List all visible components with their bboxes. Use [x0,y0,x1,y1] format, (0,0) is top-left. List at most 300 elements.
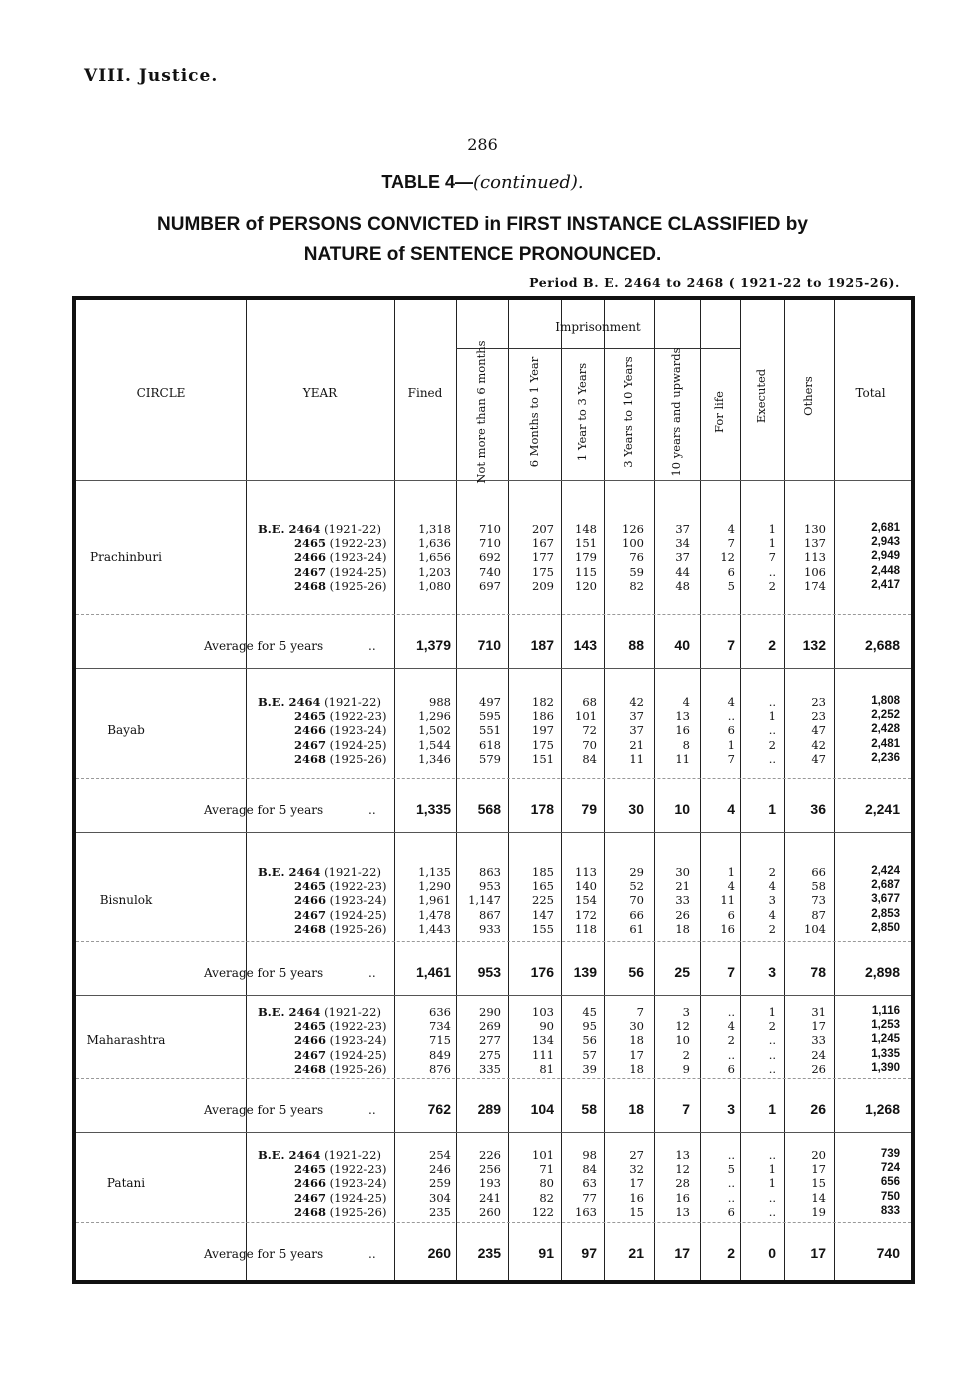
table-title-suffix: (continued). [473,172,584,193]
cell-executed: 2 [768,578,776,593]
year-label [258,1148,381,1162]
cell-others: 42 [811,737,826,752]
page-number: 286 [467,135,498,154]
average-others: 26 [810,1101,826,1117]
cell-10y-up: 26 [675,907,690,922]
cell-executed: 3 [768,893,776,908]
average-others: 78 [810,964,826,980]
year-be: 2466 [294,723,327,738]
year-label [294,1205,386,1219]
column-divider [456,300,457,1280]
average-for-life: 2 [727,1245,735,1261]
cell-1y-3y: 57 [582,1047,597,1062]
cell-executed: 2 [768,737,776,752]
cell-fined: 1,961 [418,893,451,908]
cell-fined: 1,080 [418,578,451,593]
cell-for-life: 6 [727,723,735,738]
year-label [294,752,386,766]
average-label: Average for 5 years [204,803,324,817]
cell-3y-10y: 76 [629,550,644,565]
cell-for-life: 11 [720,893,735,908]
cell-lt-6m: 740 [479,564,501,579]
cell-for-life: 2 [727,1033,735,1048]
cell-for-life: 6 [727,564,735,579]
cell-lt-6m: 697 [479,578,501,593]
cell-10y-up: 34 [675,536,690,551]
cell-for-life: 1 [727,865,735,879]
cell-others: 33 [811,1033,826,1048]
average-label: Average for 5 years [204,966,324,980]
year-label [258,1005,381,1019]
average-3y-10y: 56 [628,964,644,980]
year-be: 2466 [294,1033,327,1048]
year-ad: (1922-23) [326,1019,387,1034]
cell-others: 17 [811,1162,826,1177]
year-ad: (1921-22) [320,865,381,879]
year-be: 2465 [294,1162,327,1177]
cell-6m-1y: 197 [532,723,554,738]
year-label [294,908,386,922]
cell-total: 2,448 [871,564,900,577]
average-1y-3y: 97 [581,1245,597,1261]
cell-for-life: 7 [727,536,735,551]
cell-others: 104 [804,921,826,936]
cell-fined: 849 [429,1047,451,1062]
cell-lt-6m: 867 [479,907,501,922]
year-be: 2466 [294,550,327,565]
cell-executed: .. [768,564,776,579]
cell-10y-up: 13 [675,1204,690,1219]
cell-6m-1y: 177 [532,550,554,565]
year-ad: (1922-23) [326,536,387,551]
header-rule [76,480,911,481]
cell-for-life: 5 [727,578,735,593]
cell-total: 2,252 [871,709,900,722]
average-1y-3y: 79 [581,801,597,817]
cell-1y-3y: 154 [575,893,597,908]
year-ad: (1922-23) [326,1162,387,1177]
column-divider [740,300,741,1280]
year-label [294,1162,386,1176]
cell-executed: .. [768,1190,776,1205]
cell-fined: 1,318 [418,522,451,536]
year-ad: (1922-23) [326,709,387,724]
statistics-table [72,296,915,1284]
year-ad: (1925-26) [326,1061,387,1076]
cell-6m-1y: 151 [532,751,554,766]
cell-others: 137 [804,536,826,551]
cell-10y-up: 3 [682,1005,690,1019]
cell-lt-6m: 226 [479,1148,501,1162]
cell-total: 2,236 [871,751,900,764]
cell-10y-up: 48 [675,578,690,593]
cell-lt-6m: 277 [479,1033,501,1048]
cell-6m-1y: 103 [532,1005,554,1019]
cell-10y-up: 30 [675,865,690,879]
average-10y-up: 7 [682,1101,690,1117]
cell-executed: 4 [768,907,776,922]
average-rule [76,1078,911,1079]
year-ad: (1924-25) [326,1047,387,1062]
cell-for-life: .. [727,1190,735,1205]
cell-executed: .. [768,1033,776,1048]
header-1y-3y: 1 Year to 3 Years [574,362,589,462]
cell-others: 14 [811,1190,826,1205]
cell-others: 24 [811,1047,826,1062]
cell-6m-1y: 182 [532,695,554,709]
column-divider [561,300,562,1280]
cell-10y-up: 9 [682,1061,690,1076]
year-label [294,536,386,550]
year-be: 2468 [294,1061,327,1076]
table-heading [60,210,905,270]
average-rule [76,1222,911,1223]
cell-total: 2,428 [871,723,900,736]
cell-total: 2,943 [871,536,900,549]
cell-6m-1y: 155 [532,921,554,936]
cell-for-life: 7 [727,751,735,766]
year-label [294,1191,386,1205]
cell-executed: 2 [768,865,776,879]
cell-fined: 1,636 [418,536,451,551]
cell-fined: 1,203 [418,564,451,579]
year-be: B.E. 2464 [258,1005,321,1019]
cell-total: 833 [880,1204,900,1217]
average-dots: .. [368,639,376,653]
cell-10y-up: 2 [682,1047,690,1062]
year-be: 2468 [294,751,327,766]
column-divider [784,300,785,1280]
cell-others: 31 [811,1005,826,1019]
cell-lt-6m: 290 [479,1005,501,1019]
year-ad: (1923-24) [326,1176,387,1191]
cell-fined: 1,656 [418,550,451,565]
average-dots: .. [368,966,376,980]
cell-6m-1y: 80 [539,1176,554,1191]
cell-3y-10y: 18 [629,1033,644,1048]
cell-3y-10y: 126 [622,522,644,536]
cell-executed: 1 [768,536,776,551]
cell-10y-up: 4 [682,695,690,709]
cell-fined: 1,544 [418,737,451,752]
year-be: 2465 [294,879,327,894]
cell-3y-10y: 7 [636,1005,644,1019]
cell-lt-6m: 710 [479,522,501,536]
cell-6m-1y: 147 [532,907,554,922]
cell-1y-3y: 56 [582,1033,597,1048]
cell-3y-10y: 32 [629,1162,644,1177]
average-1y-3y: 143 [573,637,597,653]
cell-for-life: 1 [727,737,735,752]
average-for-life: 7 [727,964,735,980]
cell-total: 1,116 [871,1005,900,1017]
header-circle: CIRCLE [136,386,186,400]
average-1y-3y: 58 [581,1101,597,1117]
year-label [294,565,386,579]
header-for-life: For life [712,391,726,433]
cell-others: 20 [811,1148,826,1162]
cell-for-life: .. [727,1005,735,1019]
cell-3y-10y: 27 [629,1148,644,1162]
average-dots: .. [368,1247,376,1261]
average-dots: .. [368,1103,376,1117]
cell-6m-1y: 165 [532,879,554,894]
average-executed: 3 [768,964,776,980]
cell-1y-3y: 101 [575,709,597,724]
circle-rule [76,1132,911,1133]
year-be: 2468 [294,1204,327,1219]
cell-total: 2,681 [871,522,900,534]
average-rule [76,941,911,942]
cell-for-life: 16 [720,921,735,936]
cell-executed: 7 [768,550,776,565]
cell-fined: 259 [429,1176,451,1191]
average-6m-1y: 178 [530,801,554,817]
cell-executed: .. [768,1047,776,1062]
circle-name: Patani [106,1176,146,1191]
circle-name: Prachinburi [90,550,162,565]
column-divider [700,300,701,1280]
cell-6m-1y: 111 [532,1047,554,1062]
cell-1y-3y: 84 [582,1162,597,1177]
cell-6m-1y: 90 [539,1019,554,1034]
average-label: Average for 5 years [204,639,324,653]
year-label [294,1048,386,1062]
cell-executed: 1 [768,709,776,724]
cell-fined: 304 [429,1190,451,1205]
cell-10y-up: 16 [675,1190,690,1205]
average-executed: 1 [768,1101,776,1117]
cell-6m-1y: 185 [532,865,554,879]
year-be: B.E. 2464 [258,1148,321,1162]
cell-for-life: 6 [727,907,735,922]
cell-1y-3y: 77 [582,1190,597,1205]
year-label [294,723,386,737]
average-label: Average for 5 years [204,1247,324,1261]
year-ad: (1921-22) [320,695,381,709]
cell-1y-3y: 148 [575,522,597,536]
average-total: 2,241 [864,801,900,817]
year-be: 2467 [294,737,327,752]
cell-others: 47 [811,751,826,766]
year-label [258,865,381,879]
cell-fined: 246 [429,1162,451,1177]
cell-10y-up: 8 [682,737,690,752]
average-others: 132 [802,637,826,653]
average-3y-10y: 30 [628,801,644,817]
cell-fined: 1,290 [418,879,451,894]
cell-executed: 1 [768,1005,776,1019]
heading-line-1: NUMBER of PERSONS CONVICTED in FIRST INSTANCE CLASSIFIED by [157,214,808,235]
cell-for-life: 4 [727,695,735,709]
cell-3y-10y: 59 [629,564,644,579]
average-dots: .. [368,803,376,817]
cell-lt-6m: 193 [479,1176,501,1191]
year-label [294,1019,386,1033]
year-be: 2465 [294,1019,327,1034]
average-for-life: 7 [727,637,735,653]
cell-others: 106 [804,564,826,579]
average-rule [76,778,911,779]
cell-executed: .. [768,1148,776,1162]
cell-executed: 1 [768,1176,776,1191]
cell-lt-6m: 260 [479,1204,501,1219]
cell-total: 1,808 [871,695,900,707]
cell-fined: 715 [429,1033,451,1048]
year-be: 2468 [294,921,327,936]
cell-total: 724 [880,1162,900,1175]
cell-total: 1,390 [871,1061,900,1074]
year-ad: (1921-22) [320,1005,381,1019]
average-for-life: 4 [727,801,735,817]
cell-3y-10y: 18 [629,1061,644,1076]
cell-others: 130 [804,522,826,536]
cell-lt-6m: 256 [479,1162,501,1177]
average-lt-6m: 289 [477,1101,501,1117]
cell-for-life: 4 [727,522,735,536]
cell-3y-10y: 30 [629,1019,644,1034]
cell-3y-10y: 29 [629,865,644,879]
cell-10y-up: 37 [675,550,690,565]
cell-1y-3y: 113 [575,865,597,879]
average-6m-1y: 104 [530,1101,554,1117]
cell-3y-10y: 100 [622,536,644,551]
cell-total: 3,677 [871,893,900,906]
average-for-life: 3 [727,1101,735,1117]
cell-executed: 4 [768,879,776,894]
column-divider [394,300,395,1280]
average-10y-up: 40 [674,637,690,653]
cell-3y-10y: 42 [629,695,644,709]
cell-others: 47 [811,723,826,738]
cell-6m-1y: 207 [532,522,554,536]
year-ad: (1924-25) [326,737,387,752]
cell-for-life: .. [727,1148,735,1162]
average-total: 1,268 [864,1101,900,1117]
table-title: TABLE 4—(continued). [381,172,584,193]
cell-for-life: 6 [727,1061,735,1076]
cell-10y-up: 10 [675,1033,690,1048]
cell-total: 750 [880,1190,900,1203]
table-title-main: TABLE 4 [381,172,456,192]
cell-6m-1y: 122 [532,1204,554,1219]
year-ad: (1924-25) [326,564,387,579]
average-6m-1y: 187 [530,637,554,653]
cell-3y-10y: 15 [629,1204,644,1219]
cell-1y-3y: 95 [582,1019,597,1034]
average-10y-up: 10 [674,801,690,817]
year-label [294,1176,386,1190]
cell-1y-3y: 70 [582,737,597,752]
cell-others: 23 [811,695,826,709]
cell-1y-3y: 163 [575,1204,597,1219]
year-be: B.E. 2464 [258,865,321,879]
cell-3y-10y: 17 [629,1047,644,1062]
cell-for-life: 4 [727,1019,735,1034]
header-3y-10y: 3 Years to 10 Years [621,356,635,468]
cell-lt-6m: 933 [479,921,501,936]
cell-for-life: 6 [727,1204,735,1219]
year-be: 2467 [294,1190,327,1205]
average-fined: 1,335 [415,801,451,817]
average-executed: 2 [768,637,776,653]
year-ad: (1923-24) [326,723,387,738]
year-label [294,709,386,723]
year-be: B.E. 2464 [258,522,321,536]
cell-1y-3y: 151 [575,536,597,551]
header-not-more-6m: Not more than 6 months [474,340,488,484]
average-total: 2,688 [864,637,900,653]
cell-executed: .. [768,723,776,738]
cell-fined: 1,296 [418,709,451,724]
year-ad: (1925-26) [326,578,387,593]
cell-3y-10y: 21 [629,737,644,752]
column-divider [604,300,605,1280]
year-be: 2467 [294,907,327,922]
cell-executed: 2 [768,1019,776,1034]
cell-fined: 1,502 [418,723,451,738]
cell-lt-6m: 497 [479,695,501,709]
cell-10y-up: 13 [675,709,690,724]
cell-lt-6m: 551 [479,723,501,738]
average-3y-10y: 21 [628,1245,644,1261]
cell-3y-10y: 66 [629,907,644,922]
cell-6m-1y: 134 [532,1033,554,1048]
cell-total: 1,335 [871,1047,900,1060]
cell-10y-up: 12 [675,1162,690,1177]
average-fined: 762 [427,1101,451,1117]
cell-lt-6m: 710 [479,536,501,551]
average-1y-3y: 139 [573,964,597,980]
cell-1y-3y: 63 [582,1176,597,1191]
cell-for-life: 4 [727,879,735,894]
year-ad: (1925-26) [326,1204,387,1219]
cell-lt-6m: 579 [479,751,501,766]
year-label [294,1062,386,1076]
year-label [258,695,381,709]
cell-total: 1,253 [871,1019,900,1032]
cell-for-life: 12 [720,550,735,565]
average-10y-up: 17 [674,1245,690,1261]
average-lt-6m: 568 [477,801,501,817]
cell-10y-up: 12 [675,1019,690,1034]
cell-for-life: .. [727,1047,735,1062]
circle-name: Maharashtra [86,1033,166,1048]
cell-10y-up: 44 [675,564,690,579]
cell-executed: .. [768,1204,776,1219]
year-label [294,1033,386,1047]
header-total: Total [855,386,886,400]
cell-fined: 254 [429,1148,451,1162]
year-ad: (1922-23) [326,879,387,894]
cell-1y-3y: 98 [582,1148,597,1162]
year-be: 2467 [294,1047,327,1062]
cell-fined: 1,443 [418,921,451,936]
average-6m-1y: 91 [538,1245,554,1261]
cell-6m-1y: 101 [532,1148,554,1162]
year-ad: (1925-26) [326,921,387,936]
cell-fined: 636 [429,1005,451,1019]
cell-others: 87 [811,907,826,922]
cell-fined: 1,478 [418,907,451,922]
circle-rule [76,668,911,669]
cell-executed: .. [768,695,776,709]
circle-name: Bayab [107,723,145,738]
heading-line-2: NATURE of SENTENCE PRONOUNCED. [303,244,662,265]
year-ad: (1923-24) [326,550,387,565]
cell-others: 23 [811,709,826,724]
cell-total: 2,850 [871,921,900,934]
